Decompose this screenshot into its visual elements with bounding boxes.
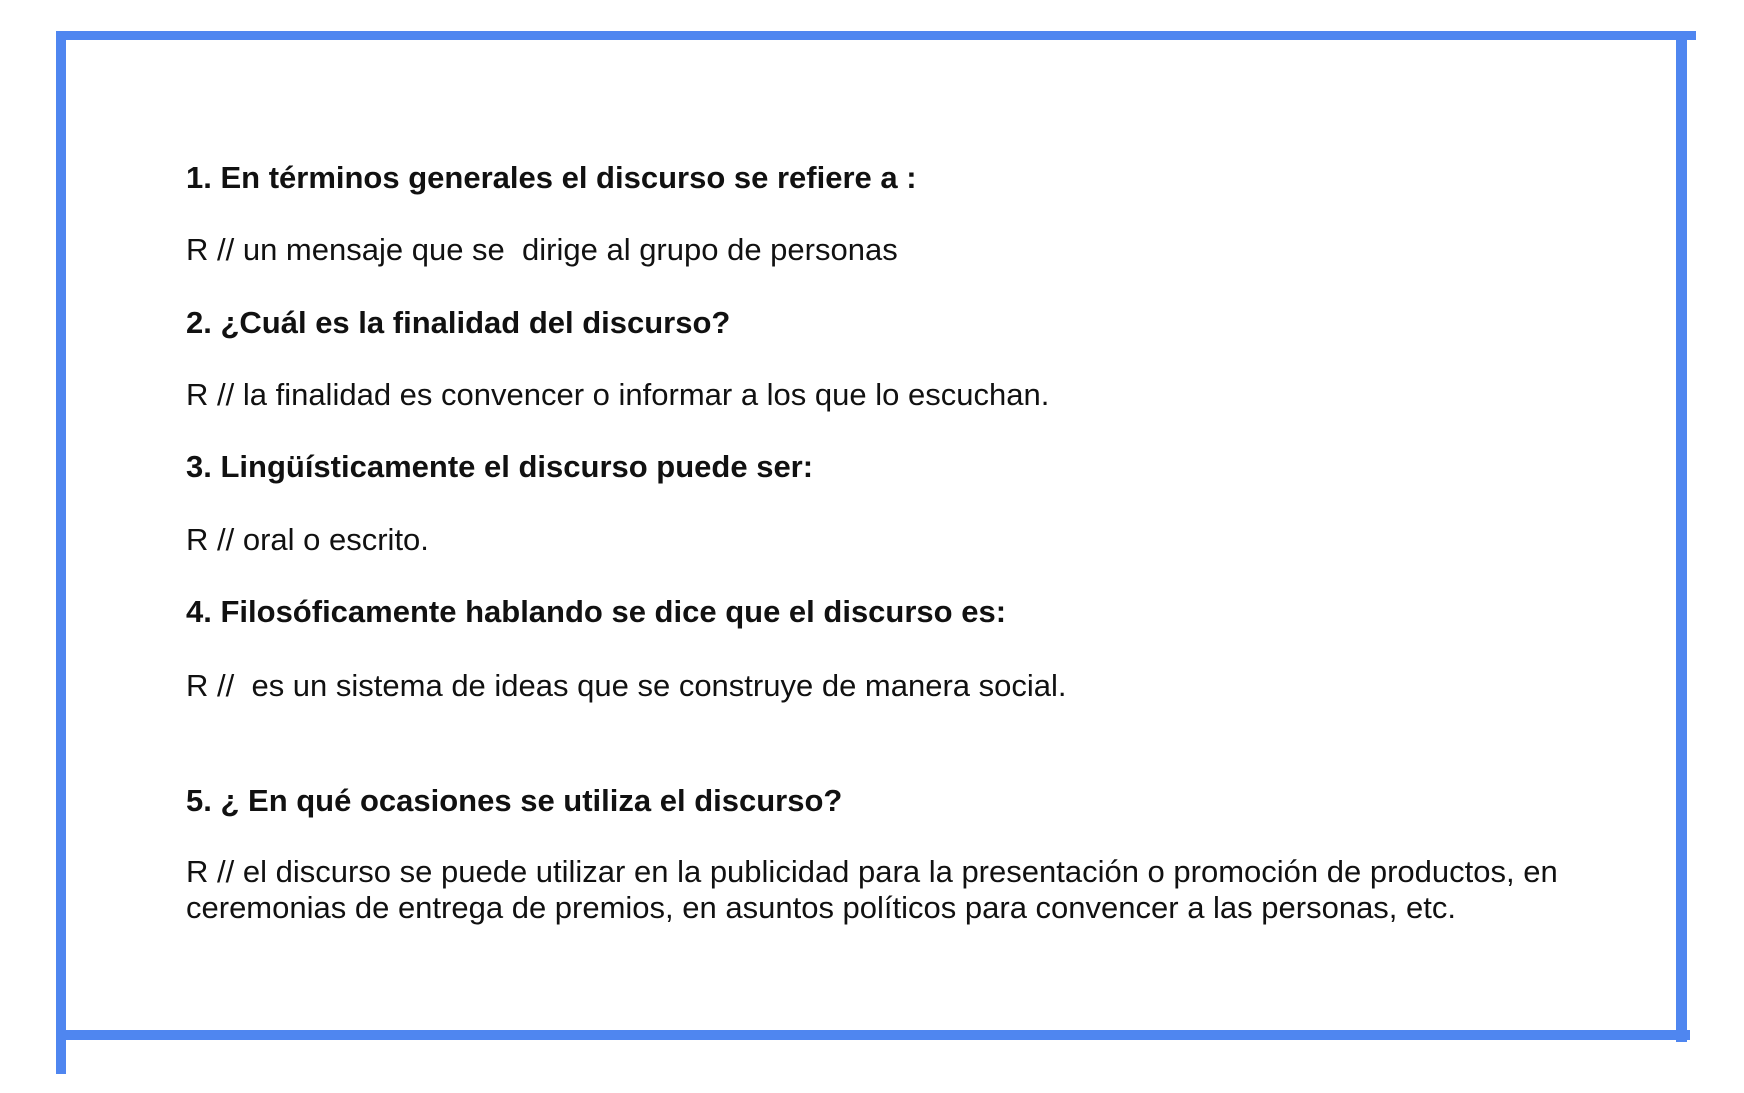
frame-top-border <box>56 31 1696 40</box>
question-2: 2. ¿Cuál es la finalidad del discurso? <box>186 305 731 340</box>
frame-bottom-border <box>60 1030 1690 1040</box>
answer-5: R // el discurso se puede utilizar en la publicidad para la presentación o promoción de productos, en ceremonias de entrega de premios, en asuntos políticos para convencer a las personas, etc. <box>186 854 1567 925</box>
answer-4: R // es un sistema de ideas que se construye de manera social. <box>186 668 1067 703</box>
answer-2: R // la finalidad es convencer o informar a los que lo escuchan. <box>186 377 1050 412</box>
answer-1: R // un mensaje que se dirige al grupo de personas <box>186 232 898 267</box>
question-4: 4. Filosóficamente hablando se dice que el discurso es: <box>186 594 1007 629</box>
frame-right-border <box>1676 36 1687 1042</box>
frame-left-border <box>56 34 66 1074</box>
answer-3: R // oral o escrito. <box>186 522 429 557</box>
question-1: 1. En términos generales el discurso se refiere a : <box>186 160 917 195</box>
question-5: 5. ¿ En qué ocasiones se utiliza el discurso? <box>186 783 843 818</box>
question-3: 3. Lingüísticamente el discurso puede ser: <box>186 449 814 484</box>
